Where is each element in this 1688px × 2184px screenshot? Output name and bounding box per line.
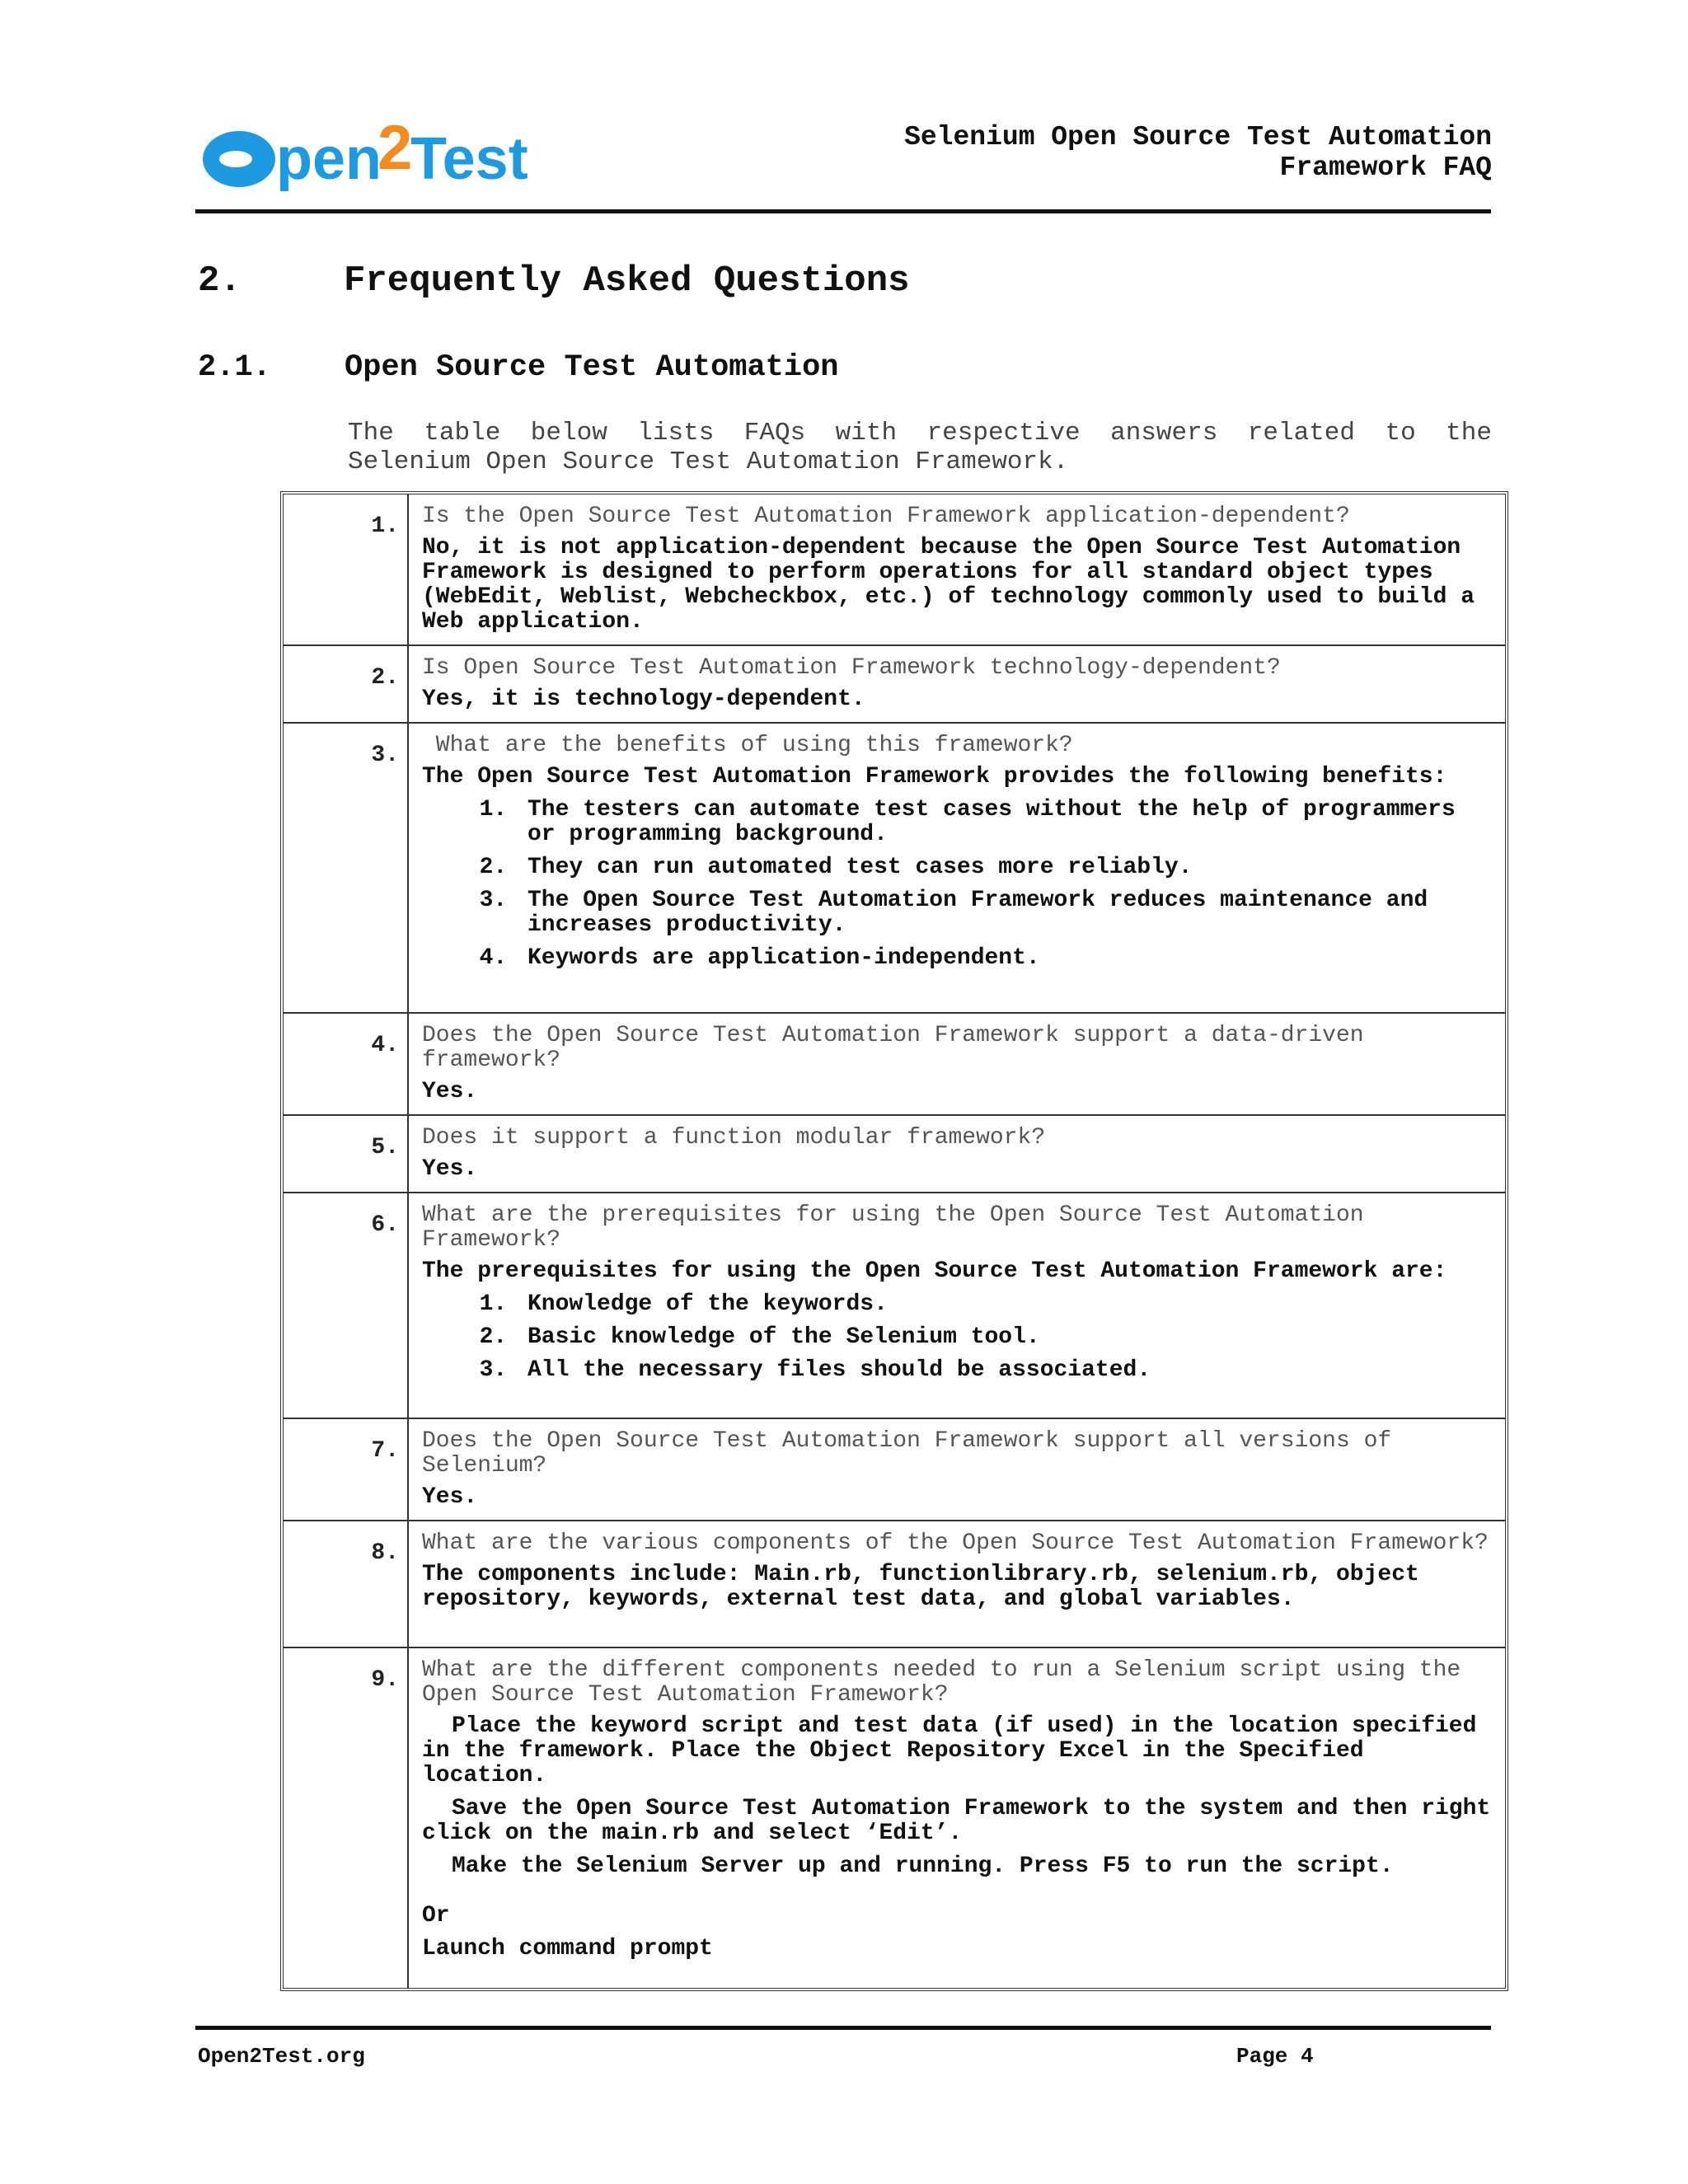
document-title: [904, 122, 1492, 183]
list-item: 1. The testers can automate test cases without the help of programmers or programming background.: [521, 798, 1495, 847]
faq-content: [409, 1116, 1505, 1192]
faq-answer: Yes.: [422, 1079, 478, 1104]
header-divider: [195, 209, 1491, 213]
svg-text:pen: pen: [276, 126, 382, 192]
faq-answer: The components include: Main.rb, functionlibrary.rb, selenium.rb, object repository, keywords, external test data, and global variables.: [422, 1562, 1419, 1612]
faq-row: [284, 1014, 1505, 1116]
faq-content: [409, 1419, 1505, 1520]
faq-question: Does it support a function modular framework?: [422, 1125, 1046, 1151]
faq-number: 6.: [284, 1193, 409, 1418]
subsection-number: 2.1.: [198, 350, 271, 385]
document-title-line1: Selenium Open Source Test Automation: [904, 122, 1492, 152]
document-title-line2: Framework FAQ: [1279, 152, 1492, 183]
footer-page-number: Page 4: [1236, 2044, 1314, 2069]
faq-content: [409, 1193, 1505, 1418]
faq-content: [409, 724, 1505, 1012]
faq-answer: The Open Source Test Automation Framework provides the following benefits:: [422, 764, 1447, 790]
list-item: 2. Basic knowledge of the Selenium tool.: [521, 1325, 1495, 1350]
faq-row: [284, 1648, 1505, 1988]
svg-text:Test: Test: [410, 126, 528, 192]
faq-number: 9.: [284, 1648, 409, 1988]
faq-question: What are the different components needed to run a Selenium script using the Open Source Test Automation Framework?: [422, 1657, 1461, 1708]
faq-content: [409, 1648, 1505, 1988]
spacer: [422, 1879, 1495, 1904]
faq-content: [409, 646, 1505, 722]
faq-number: 8.: [284, 1521, 409, 1647]
open2test-logo: [198, 111, 560, 202]
footer-divider: [195, 2026, 1491, 2030]
faq-number: 1.: [284, 494, 409, 644]
faq-step: Place the keyword script and test data (if used) in the location specified in the framework. Place the Object Repository Excel in the Specified location.: [422, 1713, 1477, 1788]
faq-answer: The prerequisites for using the Open Source Test Automation Framework are:: [422, 1258, 1447, 1284]
faq-number: 2.: [284, 646, 409, 722]
footer-site: Open2Test.org: [198, 2044, 365, 2069]
faq-final-text: Launch command prompt: [422, 1936, 713, 1961]
faq-content: [409, 1014, 1505, 1114]
faq-question: Is the Open Source Test Automation Framework application-dependent?: [422, 504, 1350, 529]
faq-answer: Yes, it is technology-dependent.: [422, 687, 865, 712]
faq-row: [284, 1419, 1505, 1521]
faq-row: [284, 1193, 1505, 1419]
benefits-list: [422, 798, 1495, 971]
svg-text:2: 2: [377, 113, 413, 183]
faq-row: [284, 646, 1505, 724]
faq-question: Does the Open Source Test Automation Framework support all versions of Selenium?: [422, 1428, 1392, 1479]
intro-line-2: Selenium Open Source Test Automation Framework.: [348, 448, 1069, 476]
list-item: 3. All the necessary files should be associated.: [521, 1358, 1495, 1383]
list-item: 3. The Open Source Test Automation Framework reduces maintenance and increases productivity.: [521, 888, 1495, 938]
intro-line-1: The table below lists FAQs with respective answers related to the: [348, 419, 1492, 448]
faq-step: Make the Selenium Server up and running. Press F5 to run the script.: [452, 1854, 1394, 1879]
faq-number: 7.: [284, 1419, 409, 1520]
intro-paragraph: [348, 419, 1492, 476]
faq-row: [284, 494, 1505, 646]
faq-question: What are the various components of the Open Source Test Automation Framework?: [422, 1530, 1489, 1556]
faq-question: What are the prerequisites for using the Open Source Test Automation Framework?: [422, 1202, 1364, 1253]
list-item: 2. They can run automated test cases more reliably.: [521, 855, 1495, 880]
faq-or-text: Or: [422, 1903, 450, 1929]
faq-answer: Yes.: [422, 1156, 478, 1182]
faq-question: Does the Open Source Test Automation Framework support a data-driven framework?: [422, 1023, 1364, 1073]
faq-answer: Yes.: [422, 1484, 478, 1510]
faq-row: [284, 724, 1505, 1014]
faq-answer: No, it is not application-dependent because the Open Source Test Automation Framework is designed to perform operations for all standard object types (WebEdit, Weblist, Webcheckbox, etc.) of technology commonly used to build a Web application.: [422, 535, 1475, 635]
faq-question: Is Open Source Test Automation Framework technology-dependent?: [422, 655, 1281, 681]
faq-content: [409, 494, 1505, 644]
section-title: Frequently Asked Questions: [344, 260, 910, 302]
faq-row: [284, 1521, 1505, 1648]
subsection-title: Open Source Test Automation: [345, 350, 839, 385]
faq-row: [284, 1116, 1505, 1193]
faq-step: Save the Open Source Test Automation Framework to the system and then right click on the main.rb and select ‘Edit’.: [422, 1796, 1491, 1846]
faq-number: 5.: [284, 1116, 409, 1192]
faq-number: 3.: [284, 724, 409, 1012]
faq-question: What are the benefits of using this framework?: [422, 733, 1073, 758]
prerequisites-list: [422, 1292, 1495, 1383]
list-item: 4. Keywords are application-independent.: [521, 946, 1495, 971]
faq-table: [280, 491, 1508, 1991]
list-item: 1. Knowledge of the keywords.: [521, 1292, 1495, 1317]
faq-content: [409, 1521, 1505, 1647]
section-number: 2.: [198, 260, 241, 302]
faq-number: 4.: [284, 1014, 409, 1114]
